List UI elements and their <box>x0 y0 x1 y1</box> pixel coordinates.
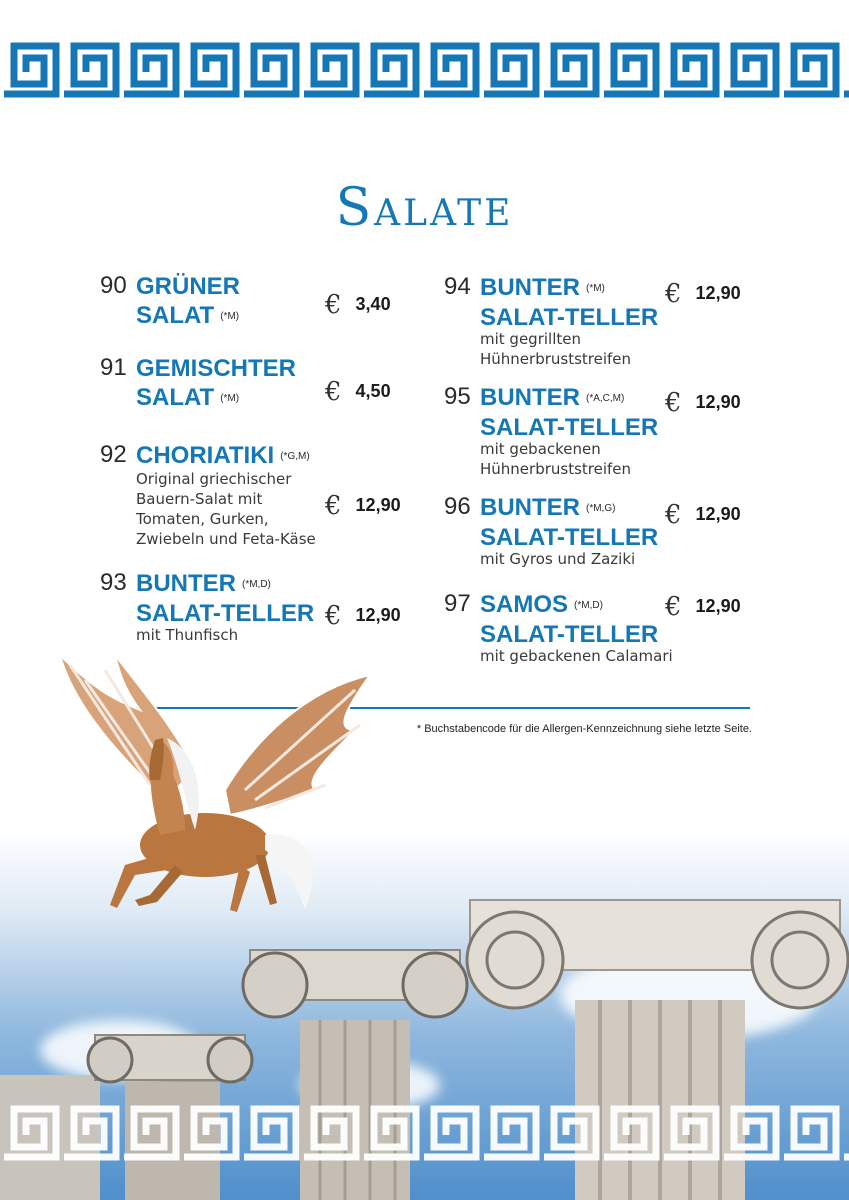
greek-key-border-top <box>0 40 849 100</box>
allergen-code: (*A,C,M) <box>586 393 625 405</box>
euro-symbol: € <box>665 592 682 622</box>
allergen-code: (*M) <box>586 283 605 295</box>
allergen-code: (*M,D) <box>574 600 603 612</box>
euro-symbol: € <box>665 388 682 418</box>
allergen-code: (*M,D) <box>242 579 271 591</box>
allergen-code: (*M) <box>220 311 240 323</box>
greek-key-border-bottom <box>0 1103 849 1163</box>
item-name: GRÜNER SALAT (*M) <box>136 273 241 329</box>
item-number: 92 <box>100 441 127 468</box>
item-name: CHORIATIKI (*G,M) <box>136 442 310 469</box>
item-price-93: € 12,90 <box>325 601 401 631</box>
euro-symbol: € <box>325 491 342 521</box>
euro-symbol: € <box>665 279 682 309</box>
item-price-92: € 12,90 <box>325 491 401 521</box>
item-number: 94 <box>444 273 471 300</box>
item-description: mit gebackenen Hühnerbruststreifen <box>480 440 632 478</box>
euro-symbol: € <box>325 290 342 320</box>
item-description: mit Thunfisch <box>136 626 239 644</box>
allergen-code: (*G,M) <box>280 451 310 463</box>
item-price-90: € 3,40 <box>325 290 391 320</box>
item-name: BUNTER (*M,G) SALAT-TELLER <box>480 494 659 552</box>
allergen-code: (*M,G) <box>586 503 616 515</box>
allergen-code: (*M) <box>220 393 240 405</box>
item-number: 97 <box>444 590 471 617</box>
item-description: mit gegrillten Hühnerbruststreifen <box>480 330 632 368</box>
item-name: GEMISCHTER SALAT (*M) <box>136 355 297 411</box>
page-title: Salate <box>335 178 514 238</box>
item-description: Original griechischer Bauern-Salat mit Tomaten, Gurken, Zwiebeln und Feta-Käse <box>136 470 316 548</box>
item-price-91: € 4,50 <box>325 377 391 407</box>
item-description: mit Gyros und Zaziki <box>480 550 636 568</box>
item-price-97: € 12,90 <box>665 592 741 622</box>
item-price-95: € 12,90 <box>665 388 741 418</box>
item-price-96: € 12,90 <box>665 500 741 530</box>
item-description: mit gebackenen Calamari <box>480 647 673 665</box>
item-number: 91 <box>100 354 127 381</box>
euro-symbol: € <box>325 377 342 407</box>
item-number: 95 <box>444 383 471 410</box>
allergen-footnote: * Buchstabencode für die Allergen-Kennzeichnung siehe letzte Seite. <box>416 723 752 735</box>
item-number: 90 <box>100 272 127 299</box>
euro-symbol: € <box>325 601 342 631</box>
item-number: 93 <box>100 569 127 596</box>
item-number: 96 <box>444 493 471 520</box>
item-name: BUNTER (*M) SALAT-TELLER <box>480 274 659 332</box>
item-name: SAMOS (*M,D) SALAT-TELLER <box>480 591 659 649</box>
item-name: BUNTER (*A,C,M) SALAT-TELLER <box>480 384 659 442</box>
item-price-94: € 12,90 <box>665 279 741 309</box>
item-name: BUNTER (*M,D) SALAT-TELLER <box>136 570 315 628</box>
euro-symbol: € <box>665 500 682 530</box>
